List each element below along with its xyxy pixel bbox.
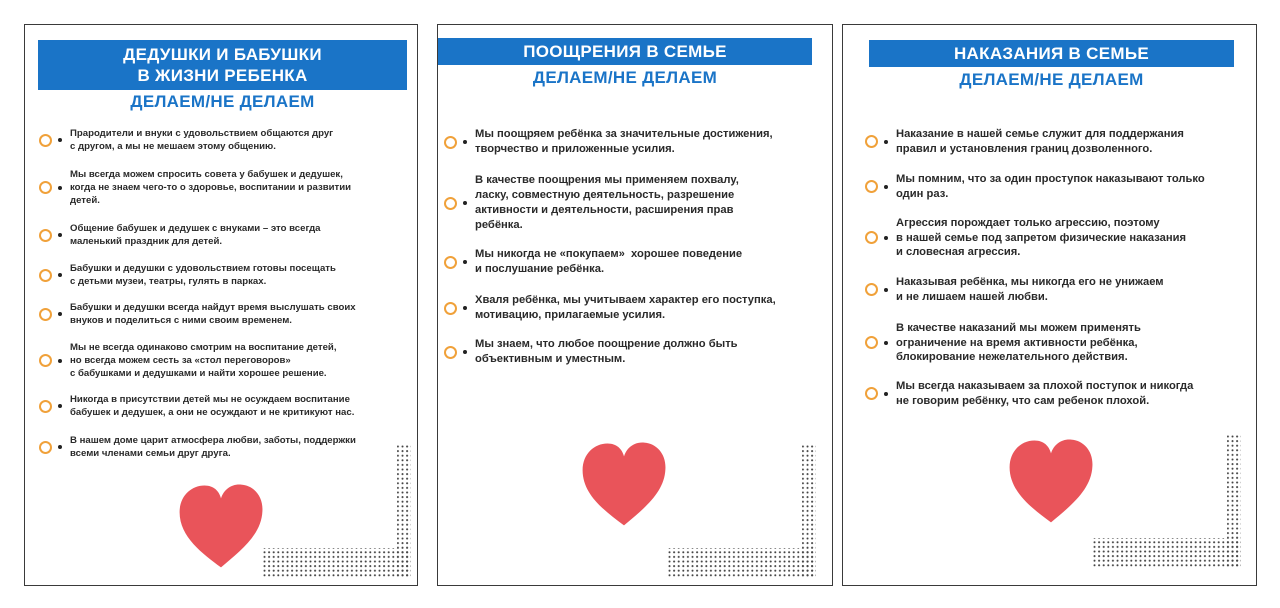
card-title-banner [869, 40, 1234, 67]
item-text: Бабушки и дедушки с удовольствием готовы посещать с детьми музеи, театры, гулять в парках. [70, 263, 336, 287]
grandparents-card [24, 24, 418, 586]
dot-bullet-icon [463, 201, 467, 205]
item-text: Бабушки и дедушки всегда найдут время выслушать своих внуков и поделиться с ними своим временем. [70, 302, 356, 326]
circle-bullet-icon [865, 135, 878, 148]
dot-bullet-icon [884, 140, 888, 144]
circle-bullet-icon [865, 387, 878, 400]
list-item [444, 173, 739, 233]
dot-bullet-icon [884, 341, 888, 345]
item-text: Никогда в присутствии детей мы не осуждаем воспитание бабушек и дедушек, а они не осуждают и не критикуют нас. [70, 394, 355, 418]
dot-bullet-icon [463, 140, 467, 144]
item-text: Мы всегда наказываем за плохой поступок и никогда не говорим ребёнку, что сам ребенок плохой. [896, 380, 1194, 407]
item-text: В качестве поощрения мы применяем похвалу, ласку, совместную деятельность, разрешение активности и деятельности, расширения прав ребёнка. [475, 174, 739, 231]
circle-bullet-icon [39, 181, 52, 194]
item-text: Наказывая ребёнка, мы никогда его не унижаем и не лишаем нашей любви. [896, 276, 1164, 303]
circle-bullet-icon [865, 231, 878, 244]
heart-icon [578, 438, 670, 530]
list-item [865, 275, 1164, 304]
card-title-line: ДЕДУШКИ И БАБУШКИ [123, 45, 322, 64]
item-text: Прародители и внуки с удовольствием общаются друг с другом, а мы не мешаем этому общению. [70, 128, 334, 152]
card-title-line: ПООЩРЕНИЯ В СЕМЬЕ [523, 42, 727, 61]
item-text: Мы никогда не «покупаем» хорошее поведение и послушание ребёнка. [475, 248, 743, 275]
circle-bullet-icon [444, 346, 457, 359]
dot-bullet-icon [884, 185, 888, 189]
list-item [444, 293, 776, 323]
dot-bullet-icon [58, 273, 62, 277]
list-item [444, 127, 773, 157]
circle-bullet-icon [865, 283, 878, 296]
item-text: Мы помним, что за один проступок наказывают только один раз. [896, 173, 1205, 200]
card-subtitle: ДЕЛАЕМ/НЕ ДЕЛАЕМ [130, 92, 315, 111]
dot-bullet-icon [58, 404, 62, 408]
dot-bullet-icon [58, 233, 62, 237]
list-item [39, 301, 356, 327]
circle-bullet-icon [444, 302, 457, 315]
circle-bullet-icon [865, 336, 878, 349]
list-item [865, 379, 1193, 408]
list-item [865, 127, 1184, 156]
punishments-card [842, 24, 1257, 586]
circle-bullet-icon [865, 180, 878, 193]
dot-bullet-icon [884, 392, 888, 396]
dot-bullet-icon [463, 350, 467, 354]
list-item [865, 216, 1186, 260]
dot-pattern [263, 445, 413, 577]
list-item [39, 262, 336, 288]
list-item [865, 172, 1205, 201]
dot-bullet-icon [58, 359, 62, 363]
item-text: Агрессия порождает только агрессию, поэтому в нашей семье под запретом физические наказания и словесная агрессия. [896, 217, 1187, 258]
dot-bullet-icon [463, 306, 467, 310]
circle-bullet-icon [39, 229, 52, 242]
circle-bullet-icon [39, 400, 52, 413]
item-text: В качестве наказаний мы можем применять ограничение на время активности ребёнка, блокирование нежелательного действия. [896, 322, 1141, 363]
item-text: Мы всегда можем спросить совета у бабушек и дедушек, когда не знаем чего-то о здоровье, воспитании и развитии детей. [70, 169, 352, 206]
circle-bullet-icon [39, 441, 52, 454]
card-title-banner [438, 38, 812, 65]
item-text: Хваля ребёнка, мы учитываем характер его поступка, мотивацию, прилагаемые усилия. [475, 294, 776, 321]
item-text: Мы не всегда одинаково смотрим на воспитание детей, но всегда можем сесть за «стол переговоров» с бабушками и дедушками и найти хорошее решение. [70, 342, 337, 379]
list-item [39, 393, 354, 419]
card-title-line: В ЖИЗНИ РЕБЕНКА [137, 66, 308, 85]
list-item [444, 247, 742, 277]
dot-bullet-icon [58, 186, 62, 190]
card-title-banner [38, 40, 407, 90]
item-text: Мы поощряем ребёнка за значительные достижения, творчество и приложенные усилия. [475, 128, 773, 155]
dot-bullet-icon [884, 288, 888, 292]
item-text: В нашем доме царит атмосфера любви, заботы, поддержки всеми членами семьи друг друга. [70, 435, 356, 459]
list-item [39, 222, 321, 248]
card-subtitle: ДЕЛАЕМ/НЕ ДЕЛАЕМ [959, 70, 1144, 89]
item-text: Общение бабушек и дедушек с внуками – это всегда маленький праздник для детей. [70, 223, 321, 247]
list-item [865, 321, 1141, 365]
card-title-line: НАКАЗАНИЯ В СЕМЬЕ [953, 44, 1149, 63]
card-subtitle: ДЕЛАЕМ/НЕ ДЕЛАЕМ [532, 68, 718, 87]
circle-bullet-icon [39, 269, 52, 282]
item-text: Наказание в нашей семье служит для поддержания правил и установления границ дозволенного. [896, 128, 1184, 155]
circle-bullet-icon [39, 308, 52, 321]
circle-bullet-icon [39, 354, 52, 367]
circle-bullet-icon [444, 197, 457, 210]
circle-bullet-icon [39, 134, 52, 147]
dot-bullet-icon [884, 236, 888, 240]
list-item [444, 337, 738, 367]
list-item [39, 341, 336, 380]
circle-bullet-icon [444, 256, 457, 269]
dot-bullet-icon [463, 260, 467, 264]
list-item [39, 127, 333, 153]
list-item [39, 168, 351, 207]
rewards-card [437, 24, 833, 586]
heart-icon [175, 480, 267, 572]
dot-pattern [1093, 435, 1243, 567]
dot-bullet-icon [58, 312, 62, 316]
item-text: Мы знаем, что любое поощрение должно быть объективным и уместным. [475, 338, 738, 365]
heart-icon [1005, 435, 1097, 527]
circle-bullet-icon [444, 136, 457, 149]
dot-bullet-icon [58, 138, 62, 142]
dot-pattern [668, 445, 818, 577]
dot-bullet-icon [58, 445, 62, 449]
